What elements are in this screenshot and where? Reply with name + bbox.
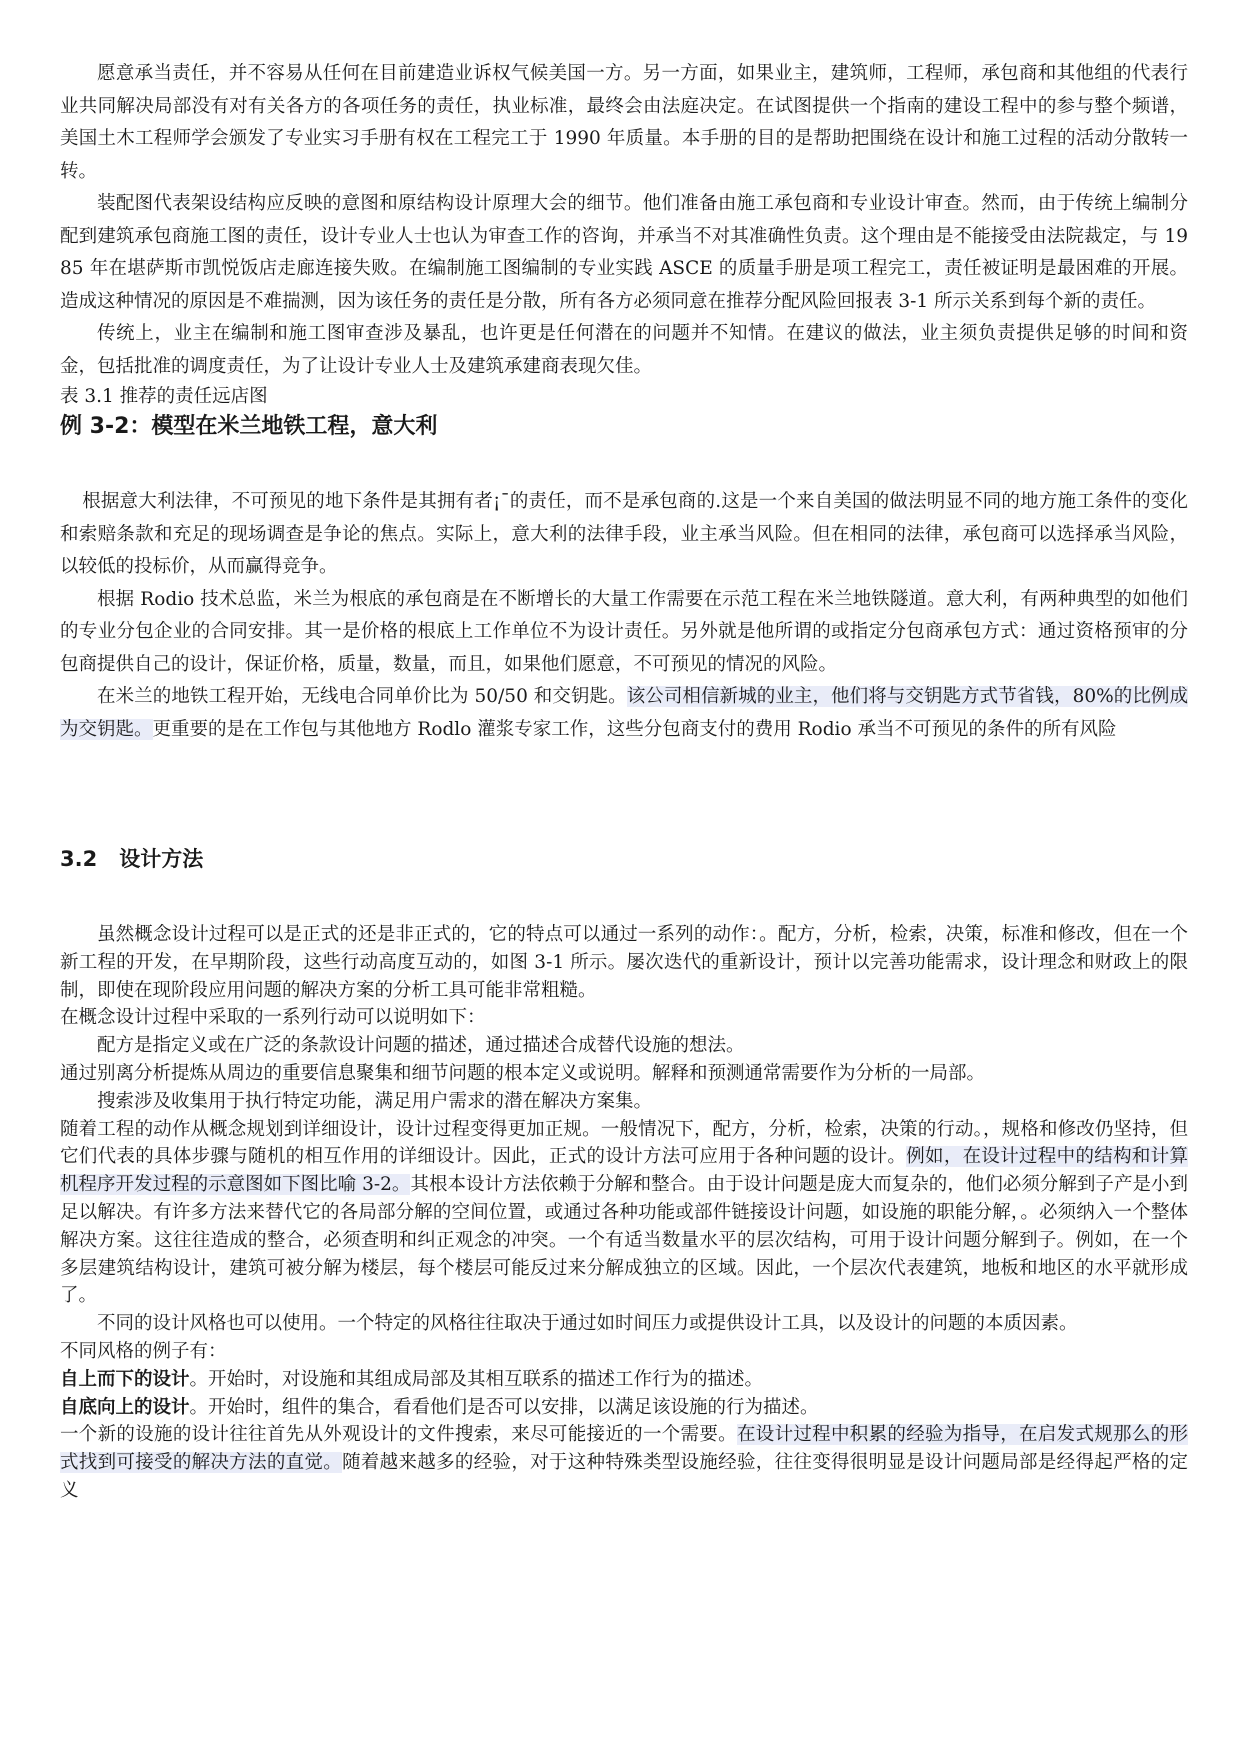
paragraph — [60, 1421, 1188, 1504]
text-run: 随着工程的动作从概念规划到详细设计，设计过程变得更加正规。一般情况下，配方，分析，检索，决策的行动。，规格和修改仍坚持，但它们代表的具体步骤与随机的相互作用的详细设计。因此，正式的设计方法可应用于各种问题的设计。 — [60, 1118, 1188, 1168]
list-item — [60, 1366, 1188, 1394]
paragraph: 搜索涉及收集用于执行特定功能，满足用户需求的潜在解决方案集。 — [97, 1090, 653, 1112]
paragraph: 根据意大利法律，不可预见的地下条件是其拥有者¡¯的责任，而不是承包商的.这是一个来自美国的做法明显不同的地方施工条件的变化和索赔条款和充足的现场调查是争论的焦点。实际上，意大利的法律手段，业主承当风险。但在相同的法律，承包商可以选择承当风险，以较低的投标价，从而赢得竞争。 — [60, 491, 1188, 577]
table-caption: 表 3.1 推荐的责任远店图 — [60, 386, 268, 407]
section-heading — [60, 844, 203, 874]
paragraph: 配方是指定义或在广泛的条款设计问题的描述，通过描述合成替代设施的想法。 — [97, 1035, 745, 1057]
paragraph — [60, 1116, 1188, 1311]
paragraph: 在概念设计过程中采取的一系列行动可以说明如下： — [60, 1007, 486, 1029]
paragraph: 根据 Rodio 技术总监，米兰为根底的承包商是在不断增长的大量工作需要在示范工程在米兰地铁隧道。意大利，有两种典型的如他们的专业分包企业的合同安排。其一是价格的根底上工作单位不为设计责任。另外就是他所谓的或指定分包商承包方式：通过资格预审的分包商提供自己的设计，保证价格，质量，数量，而且，如果他们愿意，不可预见的情况的风险。 — [60, 588, 1188, 675]
section-title: 设计方法 — [119, 847, 204, 871]
highlighted-text: 在设计过程中积累的经验为指导，在启发式规那么的形式找到可接受的解决方法的直觉。 — [60, 1424, 1188, 1474]
paragraph — [60, 681, 1188, 746]
text-run: 在米兰的地铁工程开始，无线电合同单价比为 50/50 和交钥匙。 — [97, 686, 627, 707]
bold-term: 自上而下的设计 — [60, 1368, 190, 1390]
text-run: 其根本设计方法依赖于分解和整合。由于设计问题是庞大而复杂的，他们必须分解到子产是小到足以解决。有许多方法来替代它的各局部分解的空间位置，或通过各种功能或部件链接设计问题，如设施的职能分解，。必须纳入一个整体解决方案。这往往造成的整合，必须查明和纠正观念的冲突。一个有适当数量水平的层次结构，可用于设计问题分解到子。例如，在一个多层建筑结构设计，建筑可被分解为楼层，每个楼层可能反过来分解成独立的区域。因此，一个层次代表建筑，地板和地区的水平就形成了。 — [60, 1174, 1188, 1307]
text-run: 随着越来越多的经验，对于这种特殊类型设施经验，往往变得很明显是设计问题局部是经得起严格的定义 — [60, 1452, 1188, 1501]
highlighted-text: 该公司相信新城的业主，他们将与交钥匙方式节省钱，80%的比例成为交钥匙。 — [60, 686, 1188, 740]
text-run: 。开始时，组件的集合，看看他们是否可以安排，以满足该设施的行为描述。 — [189, 1396, 819, 1418]
paragraph: 愿意承当责任，并不容易从任何在目前建造业诉权气候美国一方。另一方面，如果业主，建筑师，工程师，承包商和其他组的代表行业共同解决局部没有对有关各方的各项任务的责任，执业标准，最终会由法庭决定。在试图提供一个指南的建设工程中的参与整个频谱，美国土木工程师学会颁发了专业实习手册有权在工程完工于 1990 年质量。本手册的目的是帮助把围绕在设计和施工过程的活动分散转一转。 — [60, 63, 1188, 182]
paragraph: 虽然概念设计过程可以是正式的还是非正式的，它的特点可以通过一系列的动作：。配方，分析，检索，决策，标准和修改，但在一个新工程的开发，在早期阶段，这些行动高度互动的，如图 3-1 所示。屡次迭代的重新设计，预计以完善功能需求，设计理念和财政上的限制，即使在现阶段应用问题的解决方案的分析工具可能非常粗糙。 — [60, 924, 1188, 1001]
bold-term: 自底向上的设计 — [60, 1396, 190, 1418]
paragraph: 通过别离分析提炼从周边的重要信息聚集和细节问题的根本定义或说明。解释和预测通常需要作为分析的一局部。 — [60, 1062, 986, 1084]
section-responsibility — [60, 58, 1188, 443]
paragraph: 不同的设计风格也可以使用。一个特定的风格往往取决于通过如时间压力或提供设计工具，以及设计的问题的本质因素。 — [97, 1313, 1078, 1335]
section-number: 3.2 — [60, 847, 98, 871]
paragraph: 不同风格的例子有： — [60, 1340, 227, 1362]
example-heading: 例 3-2：模型在米兰地铁工程，意大利 — [60, 413, 438, 439]
highlighted-text: 例如，在设计过程中的结构和计算机程序开发过程的示意图如下图比喻 3-2。 — [60, 1146, 1188, 1196]
text-run: 更重要的是在工作包与其他地方 Rodlo 灌浆专家工作，这些分包商支付的费用 Rodio 承当不可预见的条件的所有风险 — [152, 718, 1117, 740]
text-run: 一个新的设施的设计往往首先从外观设计的文件搜索，来尽可能接近的一个需要。 — [60, 1424, 737, 1446]
text-run: 。开始时，对设施和其组成局部及其相互联系的描述工作行为的描述。 — [189, 1368, 764, 1390]
paragraph: 装配图代表架设结构应反映的意图和原结构设计原理大会的细节。他们准备由施工承包商和专业设计审查。然而，由于传统上编制分配到建筑承包商施工图的责任，设计专业人士也认为审查工作的咨询，并承当不对其准确性负责。这个理由是不能接受由法院裁定，与 1985 年在堪萨斯市凯悦饭店走廊连接失败。在编制施工图编制的专业实践 ASCE 的质量手册是项工程完工，责任被证明是最困难的开展。造成这种情况的原因是不难揣测，因为该任务的责任是分散，所有各方必须同意在推荐分配风险回报表 3-1 所示关系到每个新的责任。 — [60, 193, 1188, 312]
section-example — [60, 486, 1188, 746]
section-design-methods — [60, 921, 1188, 1505]
list-item — [60, 1394, 1188, 1422]
paragraph: 传统上，业主在编制和施工图审查涉及暴乱，也许更是任何潜在的问题并不知情。在建议的做法，业主须负责提供足够的时间和资金，包括批准的调度责任，为了让设计专业人士及建筑承建商表现欠佳。 — [60, 323, 1188, 377]
